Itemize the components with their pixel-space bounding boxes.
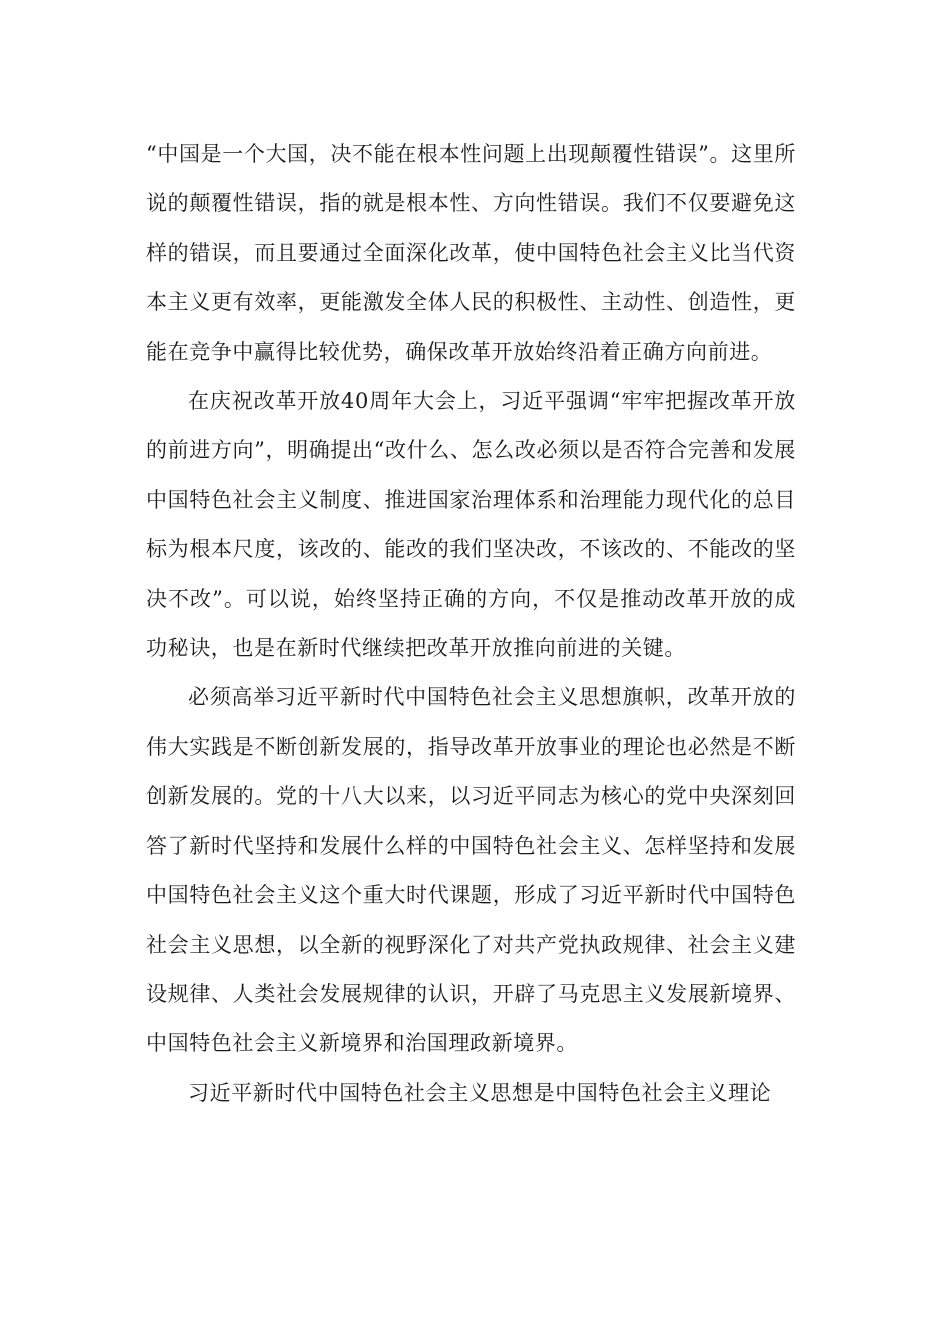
paragraph-1: “中国是一个大国，决不能在根本性问题上出现颠覆性错误”。这里所说的颠覆性错误，指的就是根本性、方向性错误。我们不仅要避免这样的错误，而且要通过全面深化改革，使中国特色社会主义比当代资本主义更有效率，更能激发全体人民的积极性、主动性、创造性，更能在竞争中赢得比较优势，确保改革开放始终沿着正确方向前进。 (146, 142, 796, 364)
paragraph-4: 习近平新时代中国特色社会主义思想是中国特色社会主义理论 (188, 1080, 772, 1105)
paragraph-2: 在庆祝改革开放40周年大会上，习近平强调“牢牢把握改革开放的前进方向”，明确提出“改什么、怎么改必须以是否符合完善和发展中国特色社会主义制度、推进国家治理体系和治理能力现代化的总目标为根本尺度，该改的、能改的我们坚决改，不该改的、不能改的坚决不改”。可以说，始终坚持正确的方向，不仅是推动改革开放的成功秘诀，也是在新时代继续把改革开放推向前进的关键。 (146, 389, 796, 661)
paragraph-3: 必须高举习近平新时代中国特色社会主义思想旗帜，改革开放的伟大实践是不断创新发展的，指导改革开放事业的理论也必然是不断创新发展的。党的十八大以来，以习近平同志为核心的党中央深刻回答了新时代坚持和发展什么样的中国特色社会主义、怎样坚持和发展中国特色社会主义这个重大时代课题，形成了习近平新时代中国特色社会主义思想，以全新的视野深化了对共产党执政规律、社会主义建设规律、人类社会发展规律的认识，开辟了马克思主义发展新境界、中国特色社会主义新境界和治国理政新境界。 (146, 685, 796, 1056)
document-body (146, 130, 796, 1118)
